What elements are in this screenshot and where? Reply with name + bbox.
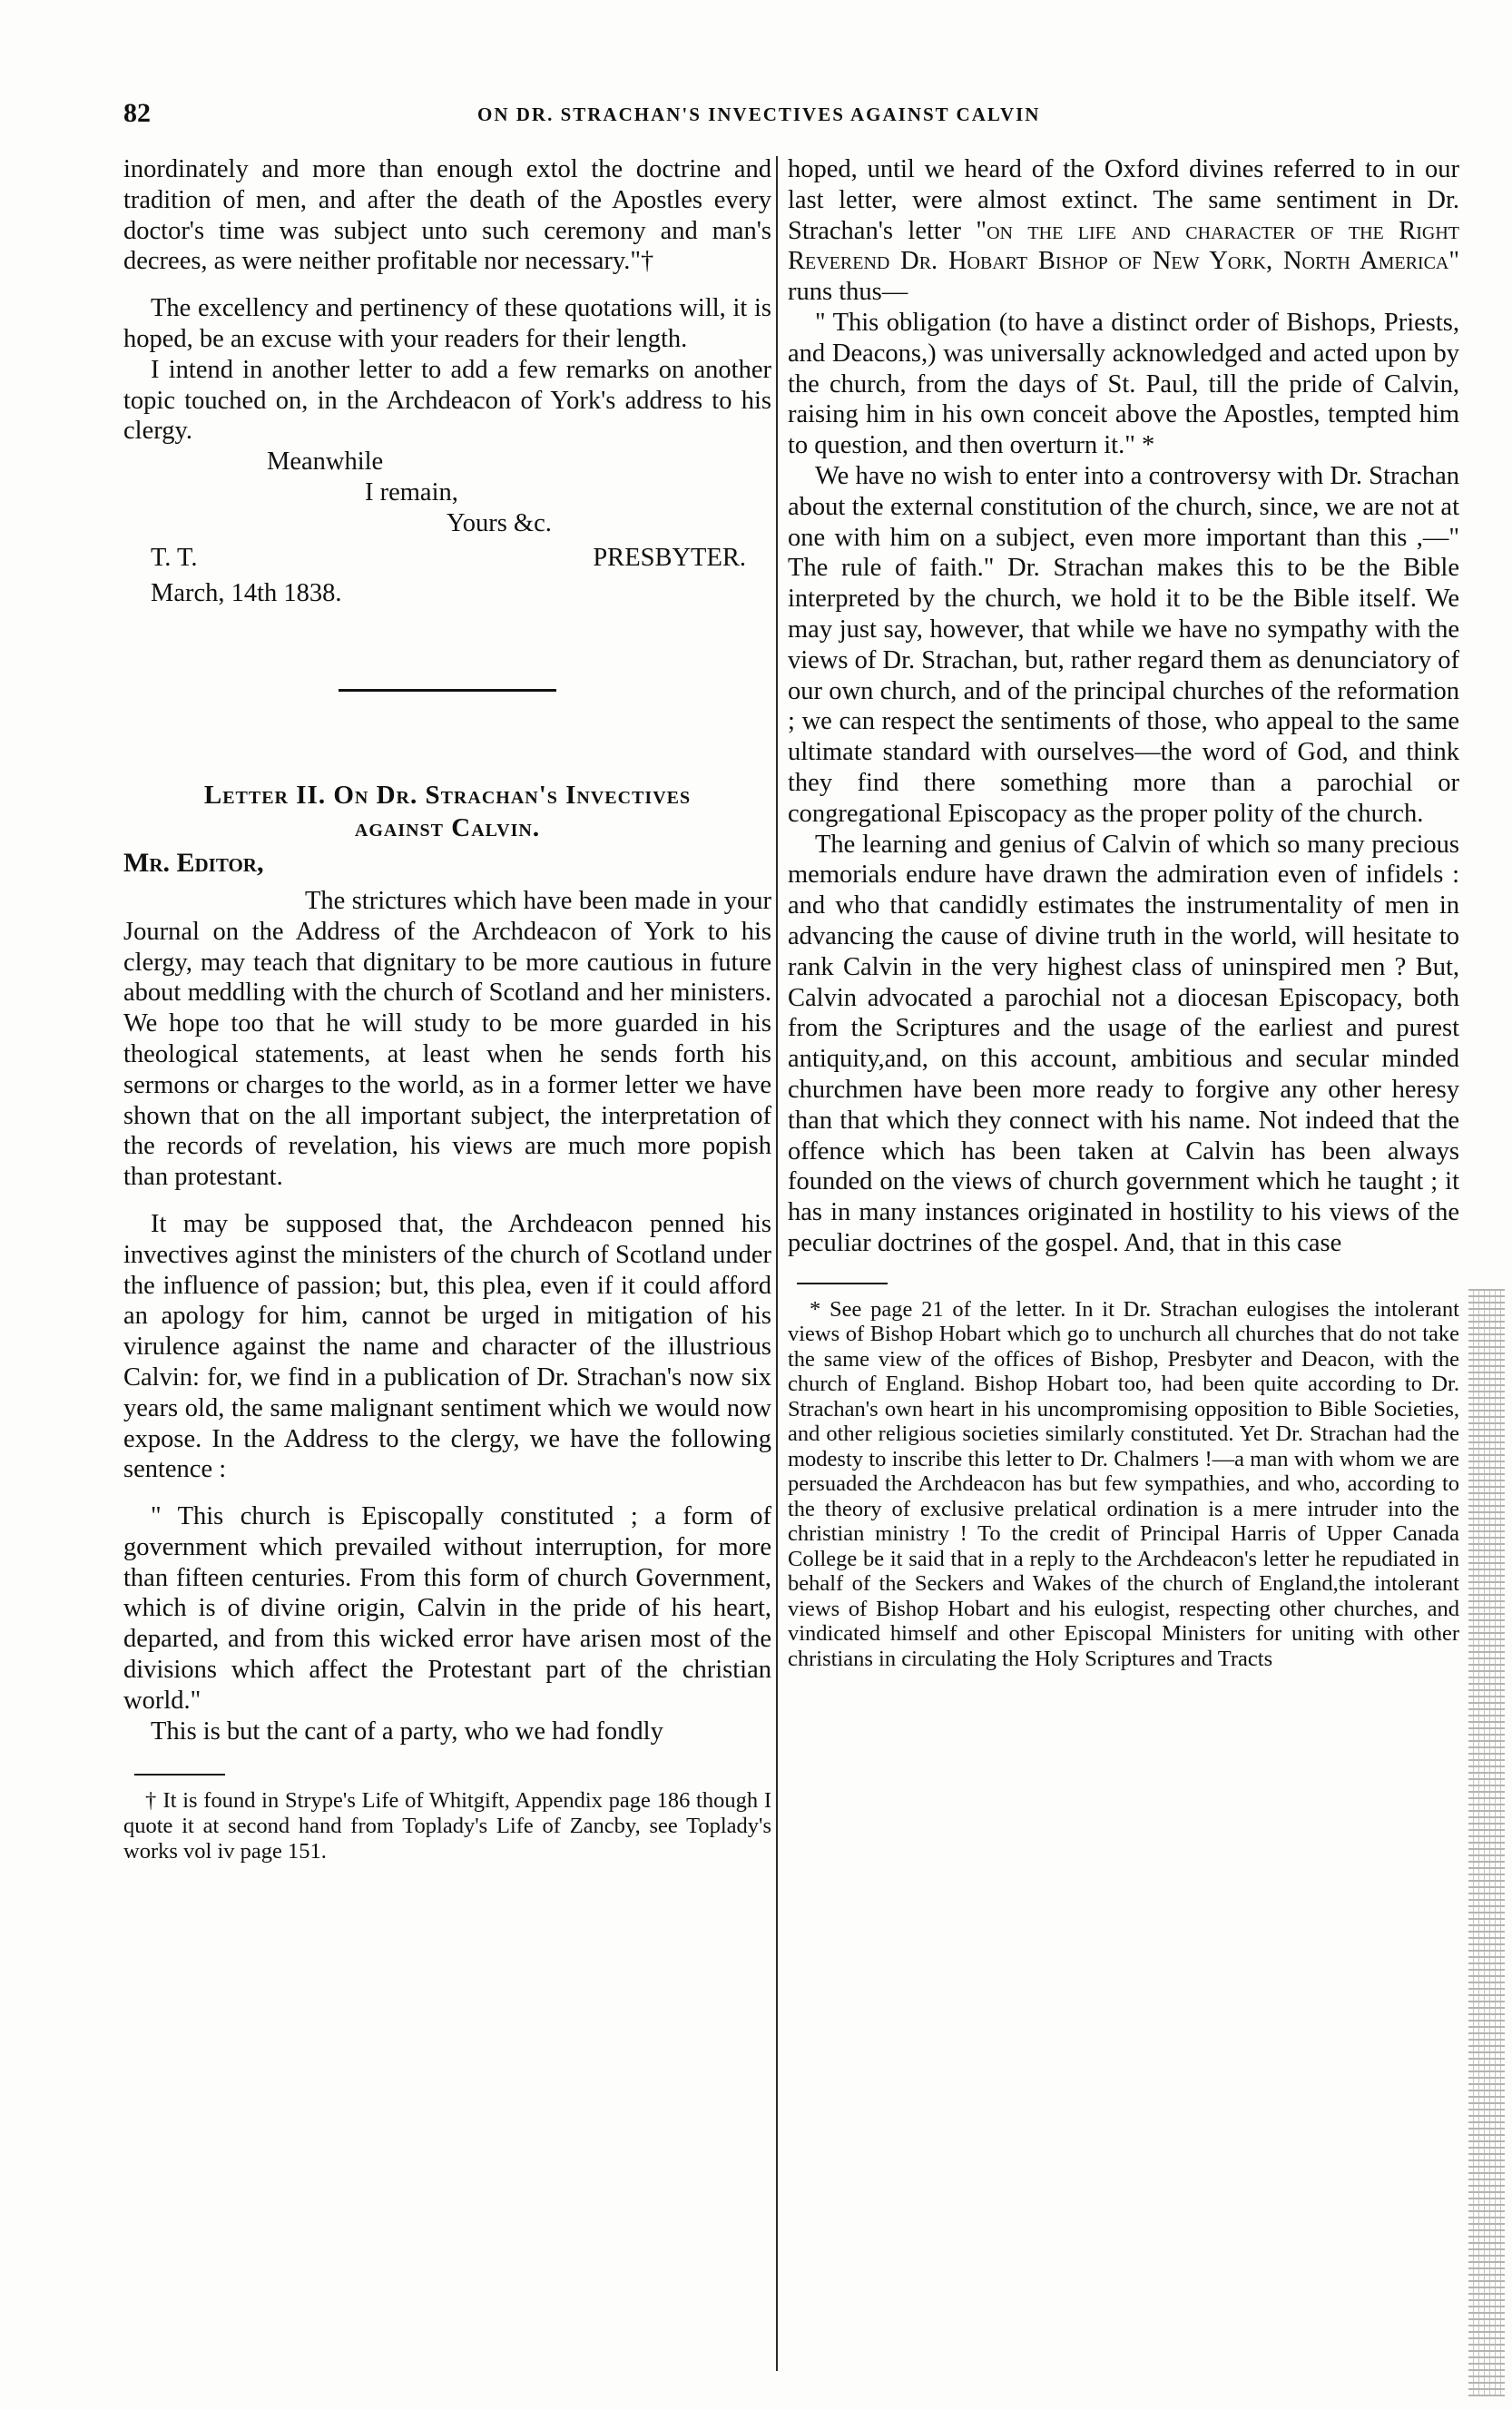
page-number: 82: [123, 98, 151, 128]
footnote-divider: [797, 1283, 888, 1284]
text-run: hoped, until we heard of the Oxford divines referred to in our last letter, were almost extinct. The same sentiment in Dr. Strachan's letter ": [788, 155, 1459, 245]
closing-line: Meanwhile: [267, 448, 384, 477]
signature-initials: T. T.: [151, 543, 198, 572]
column-divider: [776, 156, 778, 2371]
paragraph: [788, 154, 1459, 308]
letter-heading-line: Letter II. On Dr. Strachan's Invectives: [203, 781, 692, 811]
footnote: * See page 21 of the letter. In it Dr. Strachan eulogises the intolerant views of Bishop Hobart which go to unchurch all churches that do not take the same view of the offices of Bishop, Presbyter and Deacon, with the church of England. Bishop Hobart too, had been quite according to Dr. Strachan's own heart in his uncompromising opposition to Bible Societies, and other religious societies similarly constituted. Yet Dr. Strachan had the modesty to inscribe this letter to Dr. Chalmers !—a man with whom we are persuaded the Archdeacon has but few sympathies, and who, according to the theory of exclusive prelatical ordination is a mere intruder into the christian ministry ! To the credit of Principal Harris of Upper Canada College be it said that in a reply to the Archdeacon's letter he repudiated in behalf of the Seckers and Wakes of the church of England,the intolerant views of Bishop Hobart and his eulogist, respecting other churches, and vindicated himself and other Episcopal Ministers for uniting with other christians in circulating the Holy Scriptures and Tracts: [788, 1296, 1459, 1671]
scan-edge-artifact: [1468, 1289, 1505, 2396]
paragraph: We have no wish to enter into a controversy with Dr. Strachan about the external constitution of the church, since, we are not at one with him on a subject, even more important than this ,—" The rule of faith." Dr. Strachan makes this to be the Bible interpreted by the church, we hold it to be the Bible itself. We may just say, however, that while we have no sympathy with the views of Dr. Strachan, but, rather regard them as denunciatory of our own church, and of the principal churches of the reformation ; we can respect the sentiments of those, who appeal to the same ultimate standard with ourselves—the word of God, and think they find there something more than a parochial or congregational Episcopacy as the proper polity of the church.: [788, 461, 1459, 828]
salutation: Mr. Editor,: [123, 848, 264, 879]
right-column: [788, 154, 1459, 1671]
text-run: " runs thus—: [788, 247, 1459, 307]
closing-line: Yours &c.: [447, 508, 552, 537]
letter-date: March, 14th 1838.: [151, 579, 342, 608]
letter-heading-line: against Calvin.: [354, 813, 541, 843]
signature-name: PRESBYTER.: [593, 543, 746, 572]
paragraph: The learning and genius of Calvin of which so many precious memorials endure have drawn the admiration even of infidels : and who that candidly estimates the instrumentality of men in advancing the cause of divine truth in the world, will hesitate to rank Calvin in the very highest class of uninspired men ? But, Calvin advocated a parochial not a diocesan Episcopacy, both from the Scriptures and the usage of the earliest and purest antiquity,and, on this account, ambitious and secular minded churchmen have been more ready to forgive any other heresy than that which they connect with his name. Not indeed that the offence which has been taken at Calvin has been always founded on the views of church government which he taught ; it has in many instances originated in hostility to his views of the peculiar doctrines of the gospel. And, that in this case: [788, 830, 1459, 1257]
quotation: " This obligation (to have a distinct order of Bishops, Priests, and Deacons,) was universally acknowledged and acted upon by the church, from the days of St. Paul, till the pride of Calvin, raising him in his own conceit above the Apostles, tempted him to question, and then overturn it." *: [788, 308, 1459, 460]
paragraph: I intend in another letter to add a few remarks on another topic touched on, in the Archdeacon of York's address to his clergy.: [123, 355, 771, 446]
letter-closing: [123, 447, 771, 609]
letter-heading: [123, 779, 771, 844]
section-divider: [339, 689, 556, 692]
running-title: ON DR. STRACHAN'S INVECTIVES AGAINST CALVIN: [477, 103, 1041, 125]
footnote: † It is found in Strype's Life of Whitgift, Appendix page 186 though I quote it at second hand from Toplady's Life of Zancby, see Toplady's works vol iv page 151.: [123, 1788, 771, 1864]
quotation: " This church is Episcopally constituted ; a form of government which prevailed without interruption, for more than fifteen centuries. From this form of church Government, which is of divine origin, Calvin in the pride of his heart, departed, and from this wicked error have arisen most of the divisions which affect the Protestant part of the christian world.": [123, 1502, 771, 1715]
closing-line: I remain,: [365, 477, 458, 507]
paragraph: inordinately and more than enough extol the doctrine and tradition of men, and after the death of the Apostles every doctor's time was subject unto such ceremony and man's decrees, as were neither profitable nor necessary."†: [123, 155, 771, 276]
left-column: [123, 154, 771, 1864]
signature: [123, 543, 771, 574]
footnote-divider: [134, 1774, 225, 1776]
page-header: [123, 98, 1467, 134]
paragraph: The strictures which have been made in your Journal on the Address of the Archdeacon of York to his clergy, may teach that dignitary to be more cautious in future about meddling with the church of Scotland and her ministers. We hope too that he will study to be more guarded in his theological statements, at least when he sends forth his sermons or charges to the world, as in a former letter we have shown that on the all important subject, the interpretation of the records of revelation, his views are much more popish than protestant.: [123, 886, 771, 1192]
book-title: on the life and character of the Right Reverend Dr. Hobart Bishop of New York, North America: [788, 216, 1459, 276]
paragraph: It may be supposed that, the Archdeacon penned his invectives aginst the ministers of the church of Scotland under the influence of passion; but, this plea, even if it could afford an apology for him, cannot be urged in mitigation of his virulence against the name and character of the illustrious Calvin: for, we find in a publication of Dr. Strachan's now six years old, the same malignant sentiment which we would now expose. In the Address to the clergy, we have the following sentence :: [123, 1209, 771, 1484]
paragraph: The excellency and pertinency of these quotations will, it is hoped, be an excuse with your readers for their length.: [123, 294, 771, 353]
paragraph: This is but the cant of a party, who we had fondly: [151, 1717, 663, 1746]
